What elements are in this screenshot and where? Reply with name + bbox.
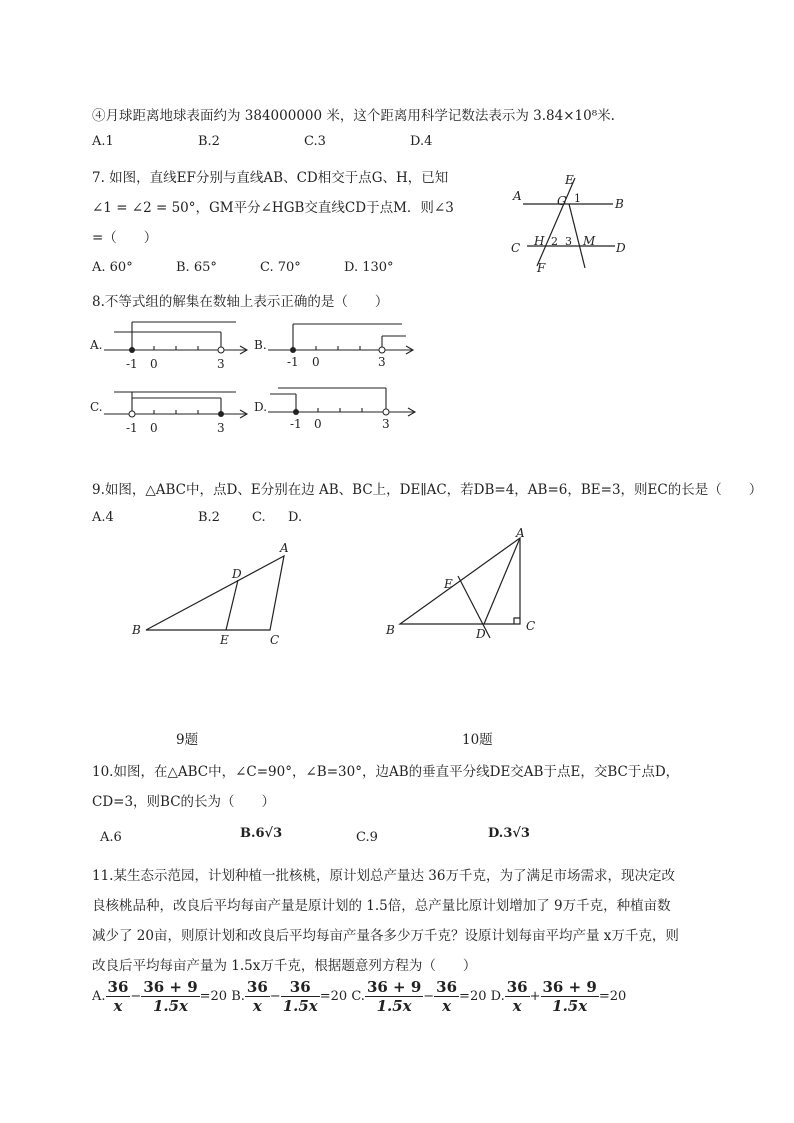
label-g: G [557, 194, 567, 208]
q11-text-line3: 减少了 20亩，则原计划和改良后平均每亩产量各多少万千克？设原计划每亩平均产量 x万千克，则 [92, 928, 679, 944]
q9-option-c: C. [252, 510, 266, 525]
label-b: B [615, 197, 624, 211]
q8-number-lines [88, 318, 428, 438]
q8-axis-d [268, 388, 415, 416]
label-d: D [476, 627, 486, 641]
angle-1-label: 1 [574, 192, 581, 205]
q9-figure [128, 538, 303, 650]
q8-axis-c [104, 392, 247, 418]
q7-option-a: A. 60° [92, 260, 133, 275]
q6-option-c: C.3 [304, 134, 326, 149]
q8-axis-b [268, 324, 413, 354]
label-m: M [583, 234, 596, 248]
q6-statement-4: ④月球距离地球表面约为 384000000 米，这个距离用科学记数法表示为 3.84×10⁸米. [92, 108, 615, 124]
q11-option-b-letter: B. [231, 989, 245, 1004]
q9-caption: 9题 [176, 732, 199, 748]
label-c: C [511, 241, 521, 255]
tick-a-3: 3 [217, 357, 225, 371]
q7-text-line1: 7. 如图，直线EF分别与直线AB、CD相交于点G、H，已知 [92, 170, 449, 186]
q10-option-c: C.9 [356, 830, 378, 845]
q7-option-c: C. 70° [260, 260, 301, 275]
q11-d-frac2: $\frac{36 + 9}{1.5x}$ [542, 978, 597, 1015]
right-angle-mark [514, 618, 520, 624]
q11-text-line2: 良核桃品种，改良后平均每亩产量是原计划的 1.5倍，总产量比原计划增加了 9万千克，种植亩数 [92, 898, 671, 914]
tick-b-3: 3 [378, 355, 386, 369]
tick-a-neg1: -1 [126, 357, 138, 371]
q11-text-line4: 改良后平均每亩产量为 1.5x万千克，根据题意列方程为（ ） [92, 958, 477, 974]
q11-c-frac2: $\frac{36}{x}$ [436, 978, 458, 1015]
q6-option-a: A.1 [92, 134, 114, 149]
label-d: D [232, 567, 242, 581]
q9-option-a: A.4 [92, 510, 114, 525]
line-ef [537, 178, 575, 266]
q11-option-c-letter: C. [351, 989, 365, 1004]
tick-c-0: 0 [150, 421, 158, 435]
tick-c-3: 3 [217, 421, 225, 435]
label-c: C [270, 633, 280, 647]
q8-option-c-letter: C. [90, 400, 103, 414]
q7-option-b: B. 65° [176, 260, 217, 275]
q9-option-b: B.2 [198, 510, 220, 525]
segment-de [226, 580, 238, 630]
label-d: D [616, 241, 626, 255]
tick-a-0: 0 [150, 357, 158, 371]
label-a: A [280, 541, 289, 555]
q10-caption: 10题 [462, 732, 493, 748]
label-e: E [444, 577, 453, 591]
triangle-abc [146, 556, 284, 630]
label-a: A [516, 526, 525, 540]
q11-text-line1: 11.某生态示范园，计划种植一批核桃，原计划总产量达 36万千克，为了满足市场需求，现决定改 [92, 868, 675, 884]
label-b: B [386, 623, 395, 637]
q8-option-b-letter: B. [254, 338, 267, 352]
tick-d-neg1: -1 [290, 417, 302, 431]
label-c: C [526, 619, 536, 633]
label-h: H [534, 234, 545, 248]
q8-option-d-letter: D. [254, 400, 268, 414]
q10-text-line1: 10.如图，在△ABC中，∠C=90°，∠B=30°，边AB的垂直平分线DE交AB于点E，交BC于点D， [92, 764, 680, 780]
tick-b-0: 0 [312, 355, 320, 369]
q10-option-a: A.6 [100, 830, 122, 845]
q10-option-d: D.3√3 [488, 826, 530, 841]
angle-3-label: 3 [565, 235, 572, 248]
q7-text-line2: ∠1 = ∠2 = 50°，GM平分∠HGB交直线CD于点M．则∠3 [92, 200, 454, 216]
q9-text: 9.如图，△ABC中，点D、E分别在边 AB、BC上，DE∥AC，若DB=4，AB=6，BE=3，则EC的长是（ ） [92, 482, 763, 498]
q11-a-frac2: $\frac{36 + 9}{1.5x}$ [143, 978, 198, 1015]
tick-d-3: 3 [382, 417, 390, 431]
label-b: B [132, 623, 141, 637]
tick-b-neg1: -1 [287, 355, 299, 369]
q11-d-frac1: $\frac{36}{x}$ [506, 978, 528, 1015]
q7-figure [505, 170, 635, 280]
q7-text-line3: =（ ） [92, 230, 158, 246]
q11-c-frac1: $\frac{36 + 9}{1.5x}$ [366, 978, 422, 1015]
q10-figure [382, 526, 552, 644]
q11-option-a-letter: A. [92, 989, 106, 1004]
q9-option-d: D. [288, 510, 303, 525]
q7-option-d: D. 130° [344, 260, 394, 275]
tick-c-neg1: -1 [126, 421, 138, 435]
q6-option-d: D.4 [410, 134, 433, 149]
label-a: A [513, 189, 522, 203]
label-e: E [565, 173, 574, 187]
q10-option-b: B.6√3 [240, 826, 283, 841]
q11-b-frac2: $\frac{36}{1.5x}$ [282, 978, 318, 1015]
q8-axis-a [104, 322, 247, 354]
q11-option-d-letter: D. [490, 989, 505, 1004]
angle-2-label: 2 [551, 235, 558, 248]
q11-options-row: A. $\frac{36}{x}$ − $\frac{36 + 9}{1.5x}$ =20 B. $\frac{36}{x}$ − $\frac{36}{1.5x}$ =20 C. $\frac{36 + 9}{1.5x}$ − $\frac{36}{x}$ =20 D. $\frac{36}{x}$ + $\frac{36 + 9}{1.5x}$ =20 [92, 978, 627, 1015]
q6-option-b: B.2 [198, 134, 220, 149]
q10-text-line2: CD=3，则BC的长为（ ） [92, 794, 276, 810]
q8-option-a-letter: A. [90, 338, 103, 352]
label-f: F [537, 261, 546, 275]
q11-b-frac1: $\frac{36}{x}$ [246, 978, 268, 1015]
tick-d-0: 0 [314, 417, 322, 431]
q8-text: 8.不等式组的解集在数轴上表示正确的是（ ） [92, 294, 389, 310]
q11-a-frac1: $\frac{36}{x}$ [107, 978, 129, 1015]
label-e: E [220, 633, 229, 647]
